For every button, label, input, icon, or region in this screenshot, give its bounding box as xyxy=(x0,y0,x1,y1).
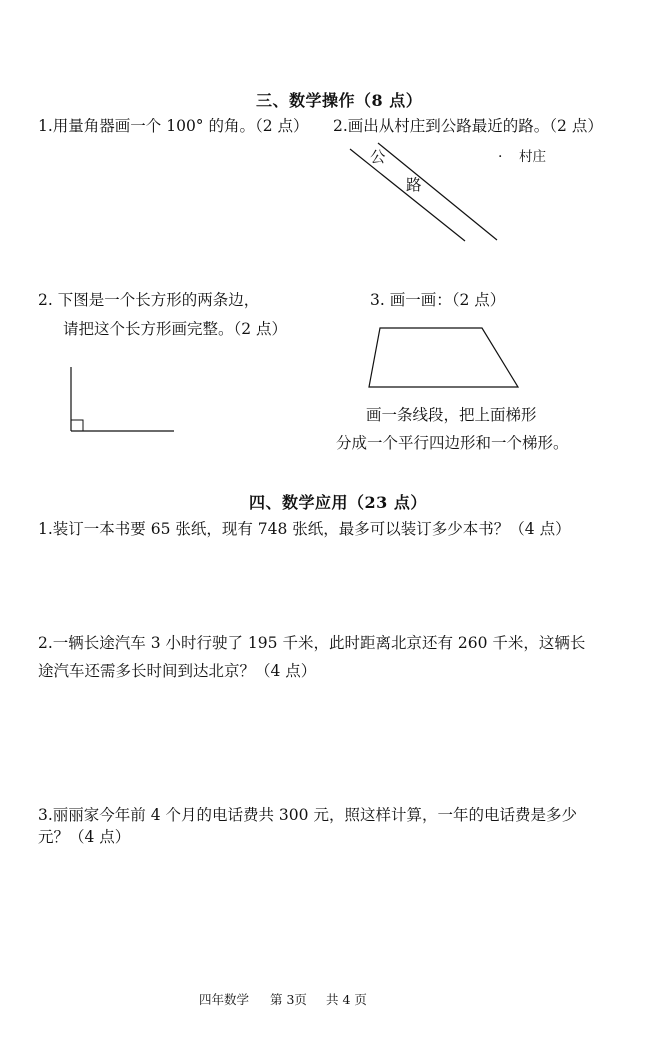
road-label-lu: 路 xyxy=(406,176,422,194)
footer-subject: 四年数学 xyxy=(199,992,250,1007)
question-4-2-line-2: 途汽车还需多长时间到达北京？（4 点） xyxy=(38,662,317,680)
footer-total-pages: 共 4 页 xyxy=(326,992,367,1007)
question-4-3-line-2: 元？（4 点） xyxy=(38,828,131,846)
question-4-1: 1.装订一本书要 65 张纸，现有 748 张纸，最多可以装订多少本书？（4 点） xyxy=(38,520,571,538)
section-3-title: 三、数学操作（8 点） xyxy=(256,91,423,110)
right-angle-mark xyxy=(71,420,83,431)
question-2-rectangle-line-1: 2. 下图是一个长方形的两条边， xyxy=(38,291,260,309)
question-1-angle: 1.用量角器画一个 100° 的角。（2 点） xyxy=(38,117,309,135)
road-edge-right xyxy=(378,143,497,240)
question-3-instruction-line-1: 画一条线段，把上面梯形 xyxy=(366,406,537,424)
question-2-rectangle-line-2: 请把这个长方形画完整。（2 点） xyxy=(63,320,288,338)
question-3-title: 3. 画一画：（2 点） xyxy=(370,291,506,309)
question-2-road: 2.画出从村庄到公路最近的路。（2 点） xyxy=(333,117,603,135)
road-edge-left xyxy=(350,149,465,241)
road-label-gong: 公 xyxy=(370,148,386,166)
question-4-2-line-1: 2.一辆长途汽车 3 小时行驶了 195 千米，此时距离北京还有 260 千米，这辆长 xyxy=(38,634,586,652)
footer-page-number: 第 3页 xyxy=(270,992,307,1007)
village-dot: · xyxy=(498,149,503,165)
trapezoid xyxy=(369,328,518,387)
section-4-title: 四、数学应用（23 点） xyxy=(249,493,427,512)
question-4-3-line-1: 3.丽丽家今年前 4 个月的电话费共 300 元，照这样计算，一年的电话费是多少 xyxy=(38,806,577,824)
question-3-instruction-line-2: 分成一个平行四边形和一个梯形。 xyxy=(336,434,569,452)
village-label: 村庄 xyxy=(519,149,546,165)
